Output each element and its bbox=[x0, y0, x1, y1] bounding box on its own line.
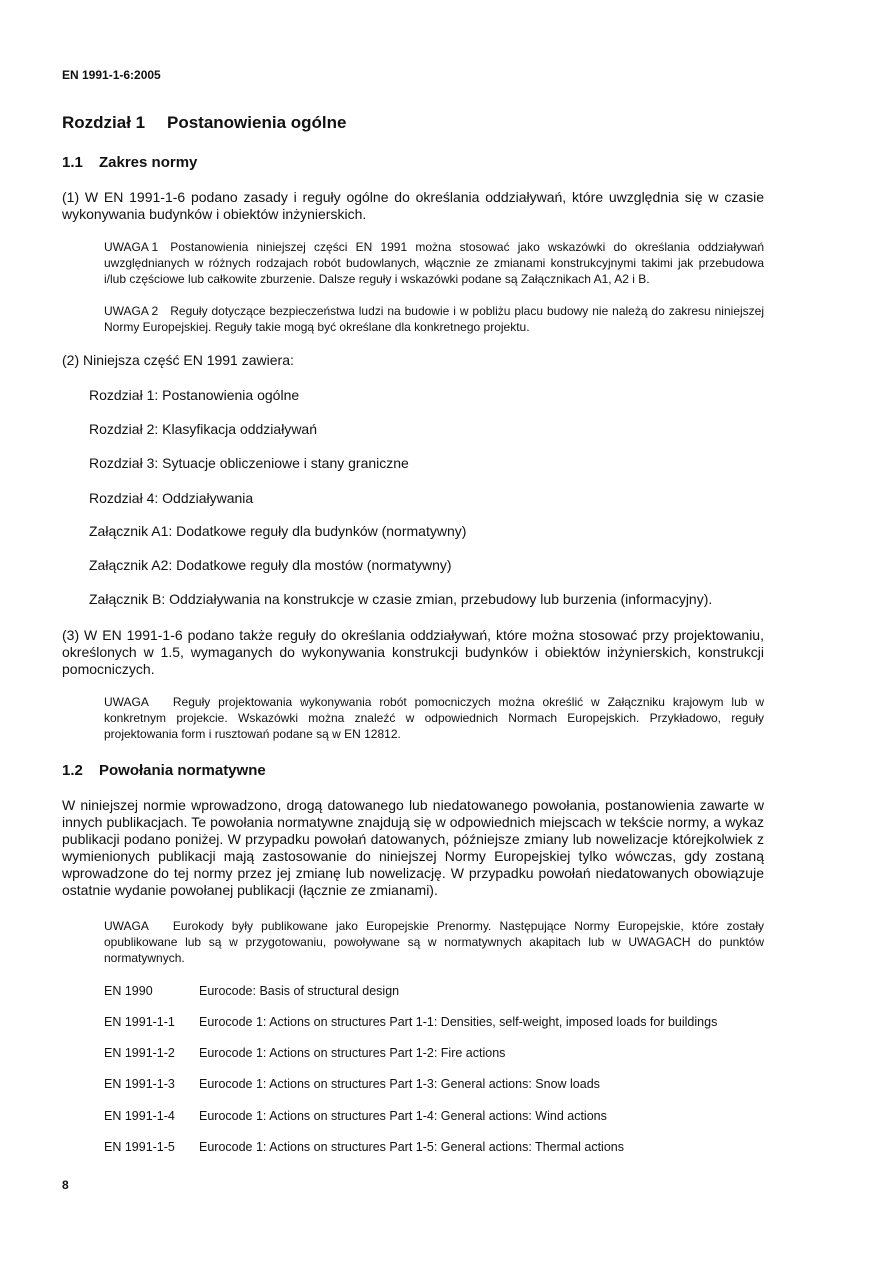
note-label: UWAGA bbox=[104, 919, 149, 933]
chapter-title bbox=[62, 113, 346, 133]
document-header: EN 1991-1-6:2005 bbox=[62, 68, 161, 82]
note-2 bbox=[104, 303, 764, 335]
contents-item: Załącznik A1: Dodatkowe reguły dla budynków (normatywny) bbox=[89, 523, 467, 539]
section-title: Powołania normatywne bbox=[99, 762, 266, 779]
reference-code: EN 1991-1-1 bbox=[104, 1015, 175, 1029]
chapter-number: Rozdział 1 bbox=[62, 113, 146, 132]
reference-title: Eurocode 1: Actions on structures Part 1-3: General actions: Snow loads bbox=[199, 1077, 600, 1091]
reference-row bbox=[104, 1139, 784, 1155]
paragraph-2: (2) Niniejsza część EN 1991 zawiera: bbox=[62, 352, 294, 368]
contents-item: Załącznik B: Oddziaływania na konstrukcje w czasie zmian, przebudowy lub burzenia (informacyjny). bbox=[89, 591, 713, 607]
page-number: 8 bbox=[62, 1178, 69, 1192]
reference-code: EN 1991-1-3 bbox=[104, 1077, 175, 1091]
reference-row bbox=[104, 1014, 784, 1030]
note-references bbox=[104, 918, 764, 966]
section-title: Zakres normy bbox=[99, 154, 198, 171]
reference-row bbox=[104, 1045, 784, 1061]
reference-title: Eurocode: Basis of structural design bbox=[199, 984, 400, 998]
reference-code: EN 1991-1-4 bbox=[104, 1109, 175, 1123]
note-text: Postanowienia niniejszej części EN 1991 można stosować jako wskazówki do określania oddziaływań uwzględnianych w różnych rodzajach robót budowlanych, włącznie ze zmianami konstrukcyjnymi takimi jak przebudowa i/lub częściowe lub całkowite zburzenie. Dalsze reguły i wskazówki podane są Załącznikach A1, A2 i B. bbox=[104, 240, 764, 286]
contents-item: Rozdział 3: Sytuacje obliczeniowe i stany graniczne bbox=[89, 455, 409, 471]
reference-title: Eurocode 1: Actions on structures Part 1-1: Densities, self-weight, imposed loads for buildings bbox=[199, 1015, 718, 1029]
note-label: UWAGA 1 bbox=[104, 240, 159, 254]
contents-item: Rozdział 2: Klasyfikacja oddziaływań bbox=[89, 421, 317, 437]
reference-title: Eurocode 1: Actions on structures Part 1-2: Fire actions bbox=[199, 1046, 506, 1060]
section-number: 1.1 bbox=[62, 154, 83, 171]
reference-code: EN 1991-1-5 bbox=[104, 1140, 175, 1154]
note-3 bbox=[104, 694, 764, 742]
section-heading-1-1 bbox=[62, 154, 197, 171]
contents-item: Załącznik A2: Dodatkowe reguły dla mostów (normatywny) bbox=[89, 557, 452, 573]
reference-row bbox=[104, 1108, 784, 1124]
note-label: UWAGA bbox=[104, 695, 149, 709]
reference-code: EN 1990 bbox=[104, 984, 153, 998]
reference-row bbox=[104, 983, 784, 999]
note-text: Reguły dotyczące bezpieczeństwa ludzi na budowie i w pobliżu placu budowy nie należą do zakresu niniejszej Normy Europejskiej. Reguły takie mogą być określane dla konkretnego projektu. bbox=[104, 304, 764, 334]
contents-item: Rozdział 1: Postanowienia ogólne bbox=[89, 387, 300, 403]
reference-title: Eurocode 1: Actions on structures Part 1-4: General actions: Wind actions bbox=[199, 1109, 607, 1123]
note-label: UWAGA 2 bbox=[104, 304, 159, 318]
chapter-name: Postanowienia ogólne bbox=[167, 113, 347, 132]
reference-code: EN 1991-1-2 bbox=[104, 1046, 175, 1060]
note-1 bbox=[104, 239, 764, 287]
note-text: Eurokody były publikowane jako Europejskie Prenormy. Następujące Normy Europejskie, które zostały opublikowane lub są w przygotowaniu, powoływane są w normatywnych akapitach lub w UWAGACH do punktów normatywnych. bbox=[104, 919, 764, 965]
paragraph-1: (1) W EN 1991-1-6 podano zasady i reguły ogólne do określania oddziaływań, które uwzględnia się w czasie wykonywania budynków i obiektów inżynierskich. bbox=[62, 189, 764, 222]
contents-item: Rozdział 4: Oddziaływania bbox=[89, 490, 254, 506]
paragraph-references: W niniejszej normie wprowadzono, drogą datowanego lub niedatowanego powołania, postanowienia zawarte w innych publikacjach. Te powołania normatywne znajdują się w odpowiednich miejscach w tekście normy, a wykaz publikacji podano poniżej. W przypadku powołań datowanych, późniejsze zmiany lub nowelizacje którejkolwiek z wymienionych publikacji mają zastosowanie do niniejszej Normy Europejskiej tylko wówczas, gdy zostaną wprowadzone do tej normy przez jej zmianę lub nowelizację. W przypadku powołań niedatowanych obowiązuje ostatnie wydanie powołanej publikacji (łącznie ze zmianami). bbox=[62, 797, 764, 898]
note-text: Reguły projektowania wykonywania robót pomocniczych można określić w Załączniku krajowym lub w konkretnym projekcie. Wskazówki można znaleźć w odpowiednich Normach Europejskich. Przykładowo, reguły projektowania form i rusztowań podane są w EN 12812. bbox=[104, 695, 764, 741]
reference-title: Eurocode 1: Actions on structures Part 1-5: General actions: Thermal actions bbox=[199, 1140, 624, 1154]
section-number: 1.2 bbox=[62, 762, 83, 779]
paragraph-3: (3) W EN 1991-1-6 podano także reguły do określania oddziaływań, które można stosować przy projektowaniu, określonych w 1.5, wymaganych do wykonywania konstrukcji budynków i obiektów inżynierskich, konstrukcji pomocniczych. bbox=[62, 627, 764, 677]
reference-row bbox=[104, 1076, 784, 1092]
section-heading-1-2 bbox=[62, 762, 266, 779]
